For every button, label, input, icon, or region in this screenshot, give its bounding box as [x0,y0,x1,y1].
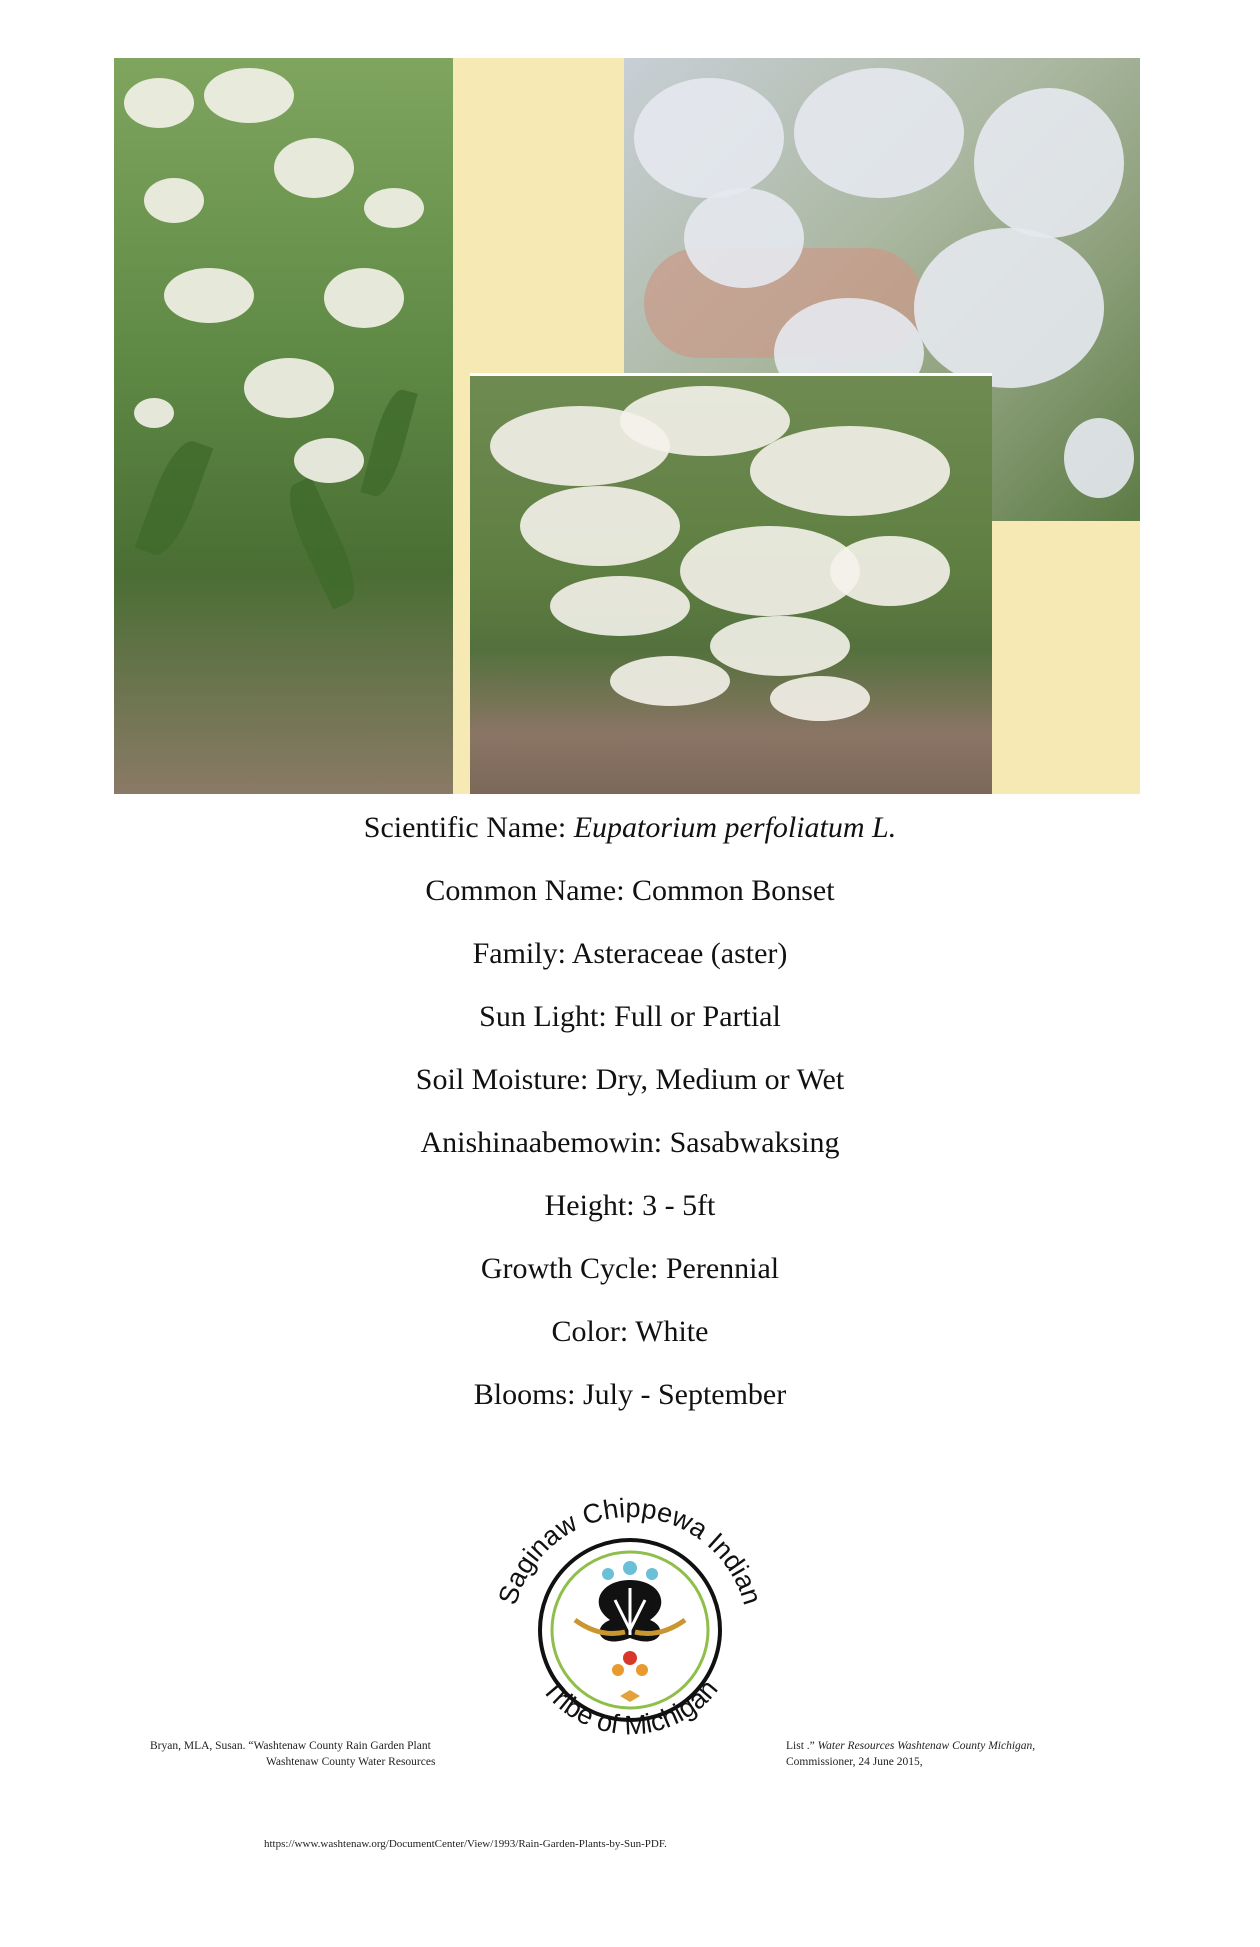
scientific-name: Scientific Name: Eupatorium perfoliatum L. [363,811,897,844]
anishinaabemowin-name: Anishinaabemowin: Sasabwaksing [420,1126,840,1159]
citation-left-line1: Bryan, MLA, Susan. “Washtenaw County Rain Garden Plant [150,1740,431,1752]
common-name: Common Name: Common Bonset [425,874,835,907]
logo-top-text: Saginaw Chippewa Indian [492,1492,768,1609]
plant-info [0,796,1260,1426]
citation-right-line2: Commissioner, 24 June 2015, [786,1756,923,1768]
logo-bottom-text: Tribe of Michigan [536,1673,724,1741]
family: Family: Asteraceae (aster) [472,937,788,970]
citation-url: https://www.washtenaw.org/DocumentCenter/View/1993/Rain-Garden-Plants-by-Sun-PDF. [264,1838,667,1850]
bonset-plant-photo-left [114,58,453,794]
citation-right [786,1738,1106,1770]
floral-emblem-icon [575,1561,685,1702]
scientific-name-value: Eupatorium perfoliatum L. [573,811,897,844]
soil-moisture: Soil Moisture: Dry, Medium or Wet [415,1063,845,1096]
bonset-bush-photo [470,373,992,794]
height: Height: 3 - 5ft [544,1189,716,1222]
citation-left-line2: Washtenaw County Water Resources [266,1756,436,1768]
photo-collage [114,58,1140,794]
sun-light: Sun Light: Full or Partial [479,1000,781,1033]
saginaw-chippewa-logo [480,1470,780,1770]
color: Color: White [551,1315,709,1348]
growth-cycle: Growth Cycle: Perennial [480,1252,780,1285]
blooms: Blooms: July - September [473,1378,787,1411]
citation-right-line1: List .” Water Resources Washtenaw County Michigan, [786,1740,1036,1752]
citation-left [150,1738,480,1770]
